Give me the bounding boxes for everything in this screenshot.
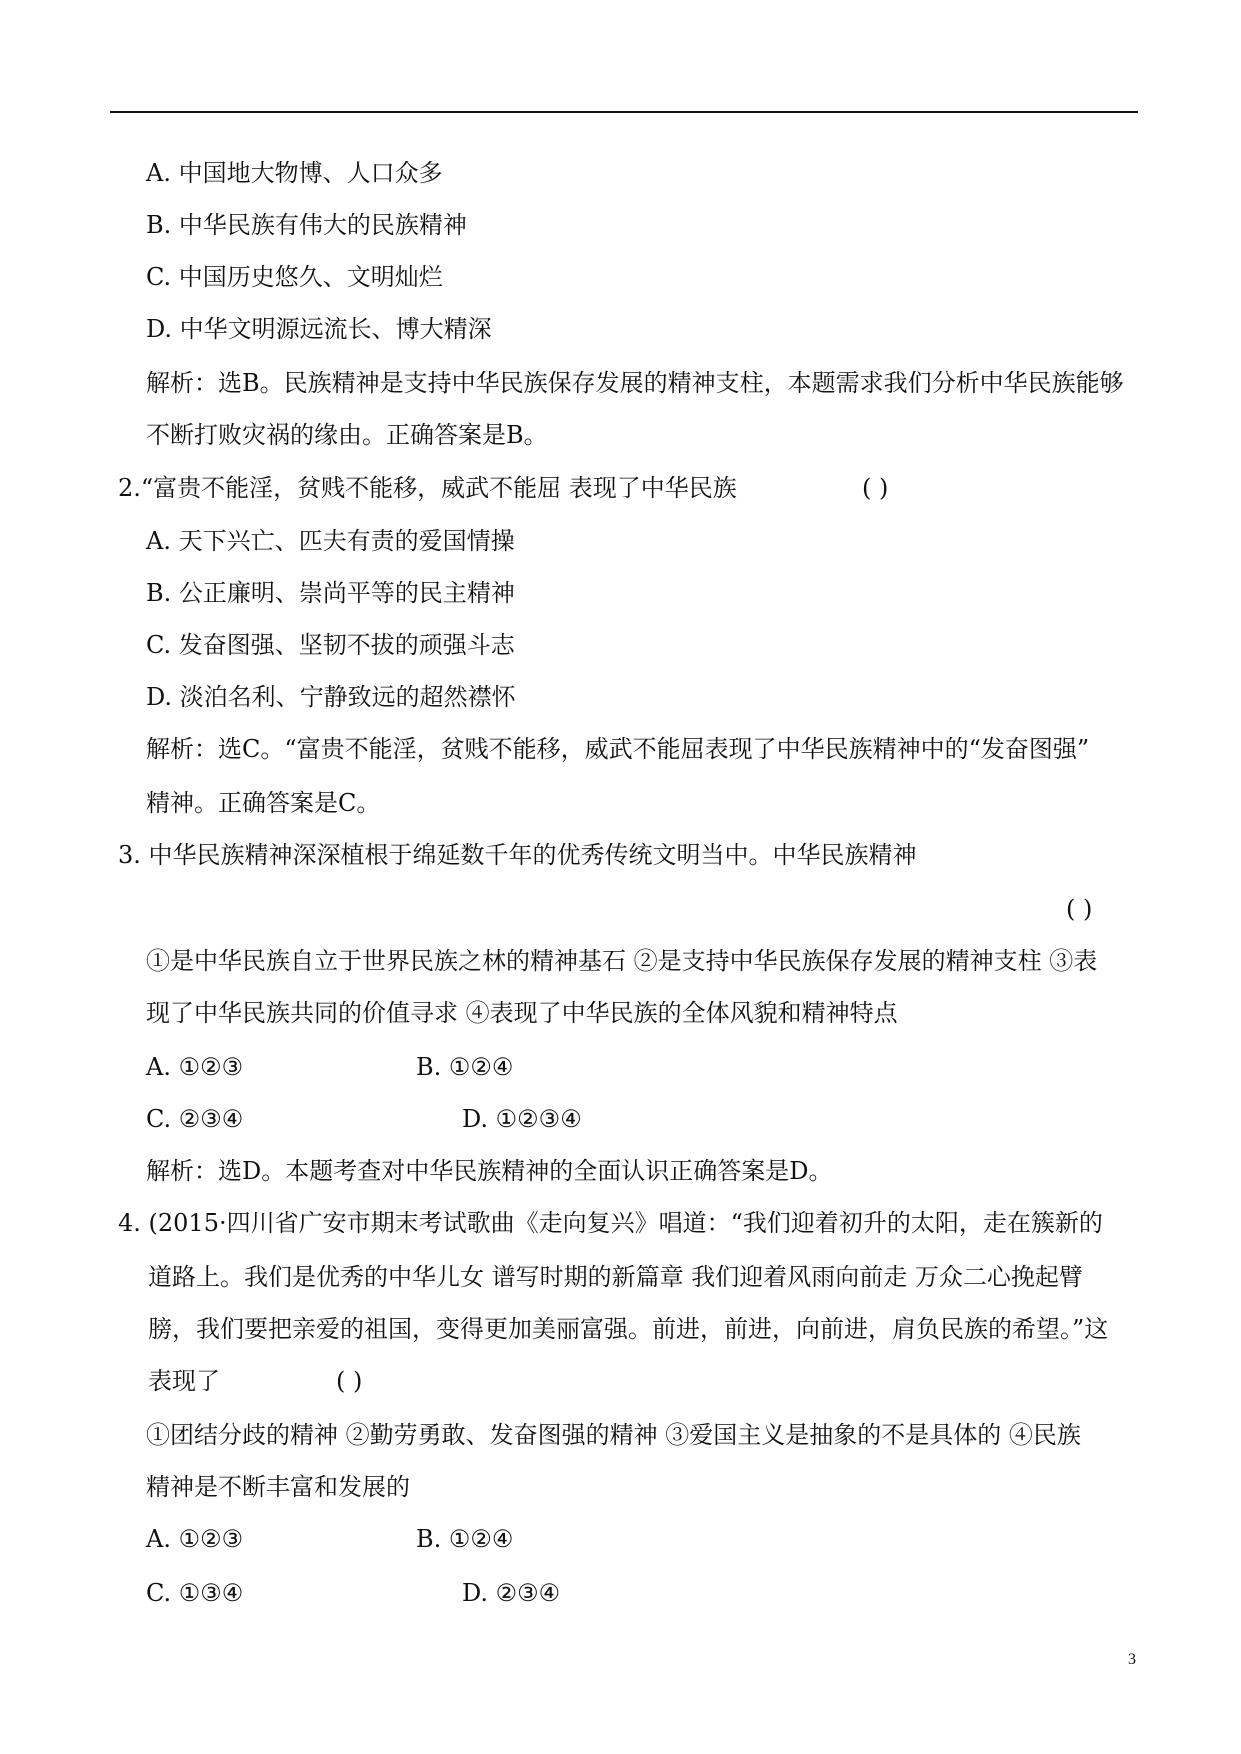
q1-option-d: D. 中华文明源远流长、博大精深	[146, 315, 492, 343]
page-number: 3	[1128, 1651, 1136, 1668]
q4-answer-paren: ( )	[336, 1367, 363, 1395]
q1-option-b: B. 中华民族有伟大的民族精神	[146, 211, 467, 239]
q4-stem-line2: 道路上。我们是优秀的中华儿女 谱写时期的新篇章 我们迎着风雨向前走 万众二心挽起臂	[148, 1263, 1083, 1291]
q2-option-b: B. 公正廉明、崇尚平等的民主精神	[146, 579, 515, 607]
q4-option-a: A. ①②③	[146, 1525, 244, 1553]
q2-stem: 2.“富贵不能淫，贫贱不能移，威武不能屈 表现了中华民族	[118, 474, 737, 502]
q2-explanation-line1: 解析：选C。“富贵不能淫，贫贱不能移，威武不能屈表现了中华民族精神中的“发奋图强”	[146, 735, 1090, 763]
q3-statements-line2: 现了中华民族共同的价值寻求 ④表现了中华民族的全体风貌和精神特点	[146, 999, 898, 1027]
q4-stem-line4: 表现了	[148, 1367, 220, 1395]
q2-option-c: C. 发奋图强、坚韧不拔的顽强斗志	[146, 631, 515, 659]
q3-option-d: D. ①②③④	[462, 1105, 582, 1133]
q2-option-a: A. 天下兴亡、匹夫有责的爱国情操	[146, 527, 515, 555]
q4-stem-line3: 膀，我们要把亲爱的祖国，变得更加美丽富强。前进，前进，向前进，肩负民族的希望。”这	[148, 1315, 1109, 1343]
q3-answer-paren: ( )	[1066, 895, 1093, 923]
header-rule	[110, 111, 1138, 113]
q3-stem: 3. 中华民族精神深深植根于绵延数千年的优秀传统文明当中。中华民族精神	[118, 841, 917, 869]
q1-option-c: C. 中国历史悠久、文明灿烂	[146, 263, 443, 291]
q4-option-b: B. ①②④	[416, 1525, 514, 1553]
q3-option-c: C. ②③④	[146, 1105, 244, 1133]
q4-statements-line2: 精神是不断丰富和发展的	[146, 1473, 410, 1501]
q2-option-d: D. 淡泊名利、宁静致远的超然襟怀	[146, 683, 516, 711]
q3-option-a: A. ①②③	[146, 1053, 244, 1081]
q4-statements-line1: ①团结分歧的精神 ②勤劳勇敢、发奋图强的精神 ③爱国主义是抽象的不是具体的 ④民族	[146, 1421, 1081, 1449]
q3-explanation: 解析：选D。本题考查对中华民族精神的全面认识正确答案是D。	[146, 1157, 833, 1185]
q2-explanation-line2: 精神。正确答案是C。	[146, 789, 381, 817]
q1-explanation-line1: 解析：选B。民族精神是支持中华民族保存发展的精神支柱，本题需求我们分析中华民族能够	[146, 369, 1124, 397]
q3-option-b: B. ①②④	[416, 1053, 514, 1081]
q1-option-a: A. 中国地大物博、人口众多	[146, 159, 443, 187]
q4-stem-line1: 4. (2015·四川省广安市期末考试歌曲《走向复兴》唱道：“我们迎着初升的太阳，走在簇新的	[118, 1209, 1103, 1237]
q2-answer-paren: ( )	[862, 474, 889, 502]
q4-option-d: D. ②③④	[462, 1579, 561, 1607]
q1-explanation-line2: 不断打败灾祸的缘由。正确答案是B。	[146, 421, 548, 449]
q4-option-c: C. ①③④	[146, 1579, 244, 1607]
q3-statements-line1: ①是中华民族自立于世界民族之林的精神基石 ②是支持中华民族保存发展的精神支柱 ③表	[146, 947, 1098, 975]
